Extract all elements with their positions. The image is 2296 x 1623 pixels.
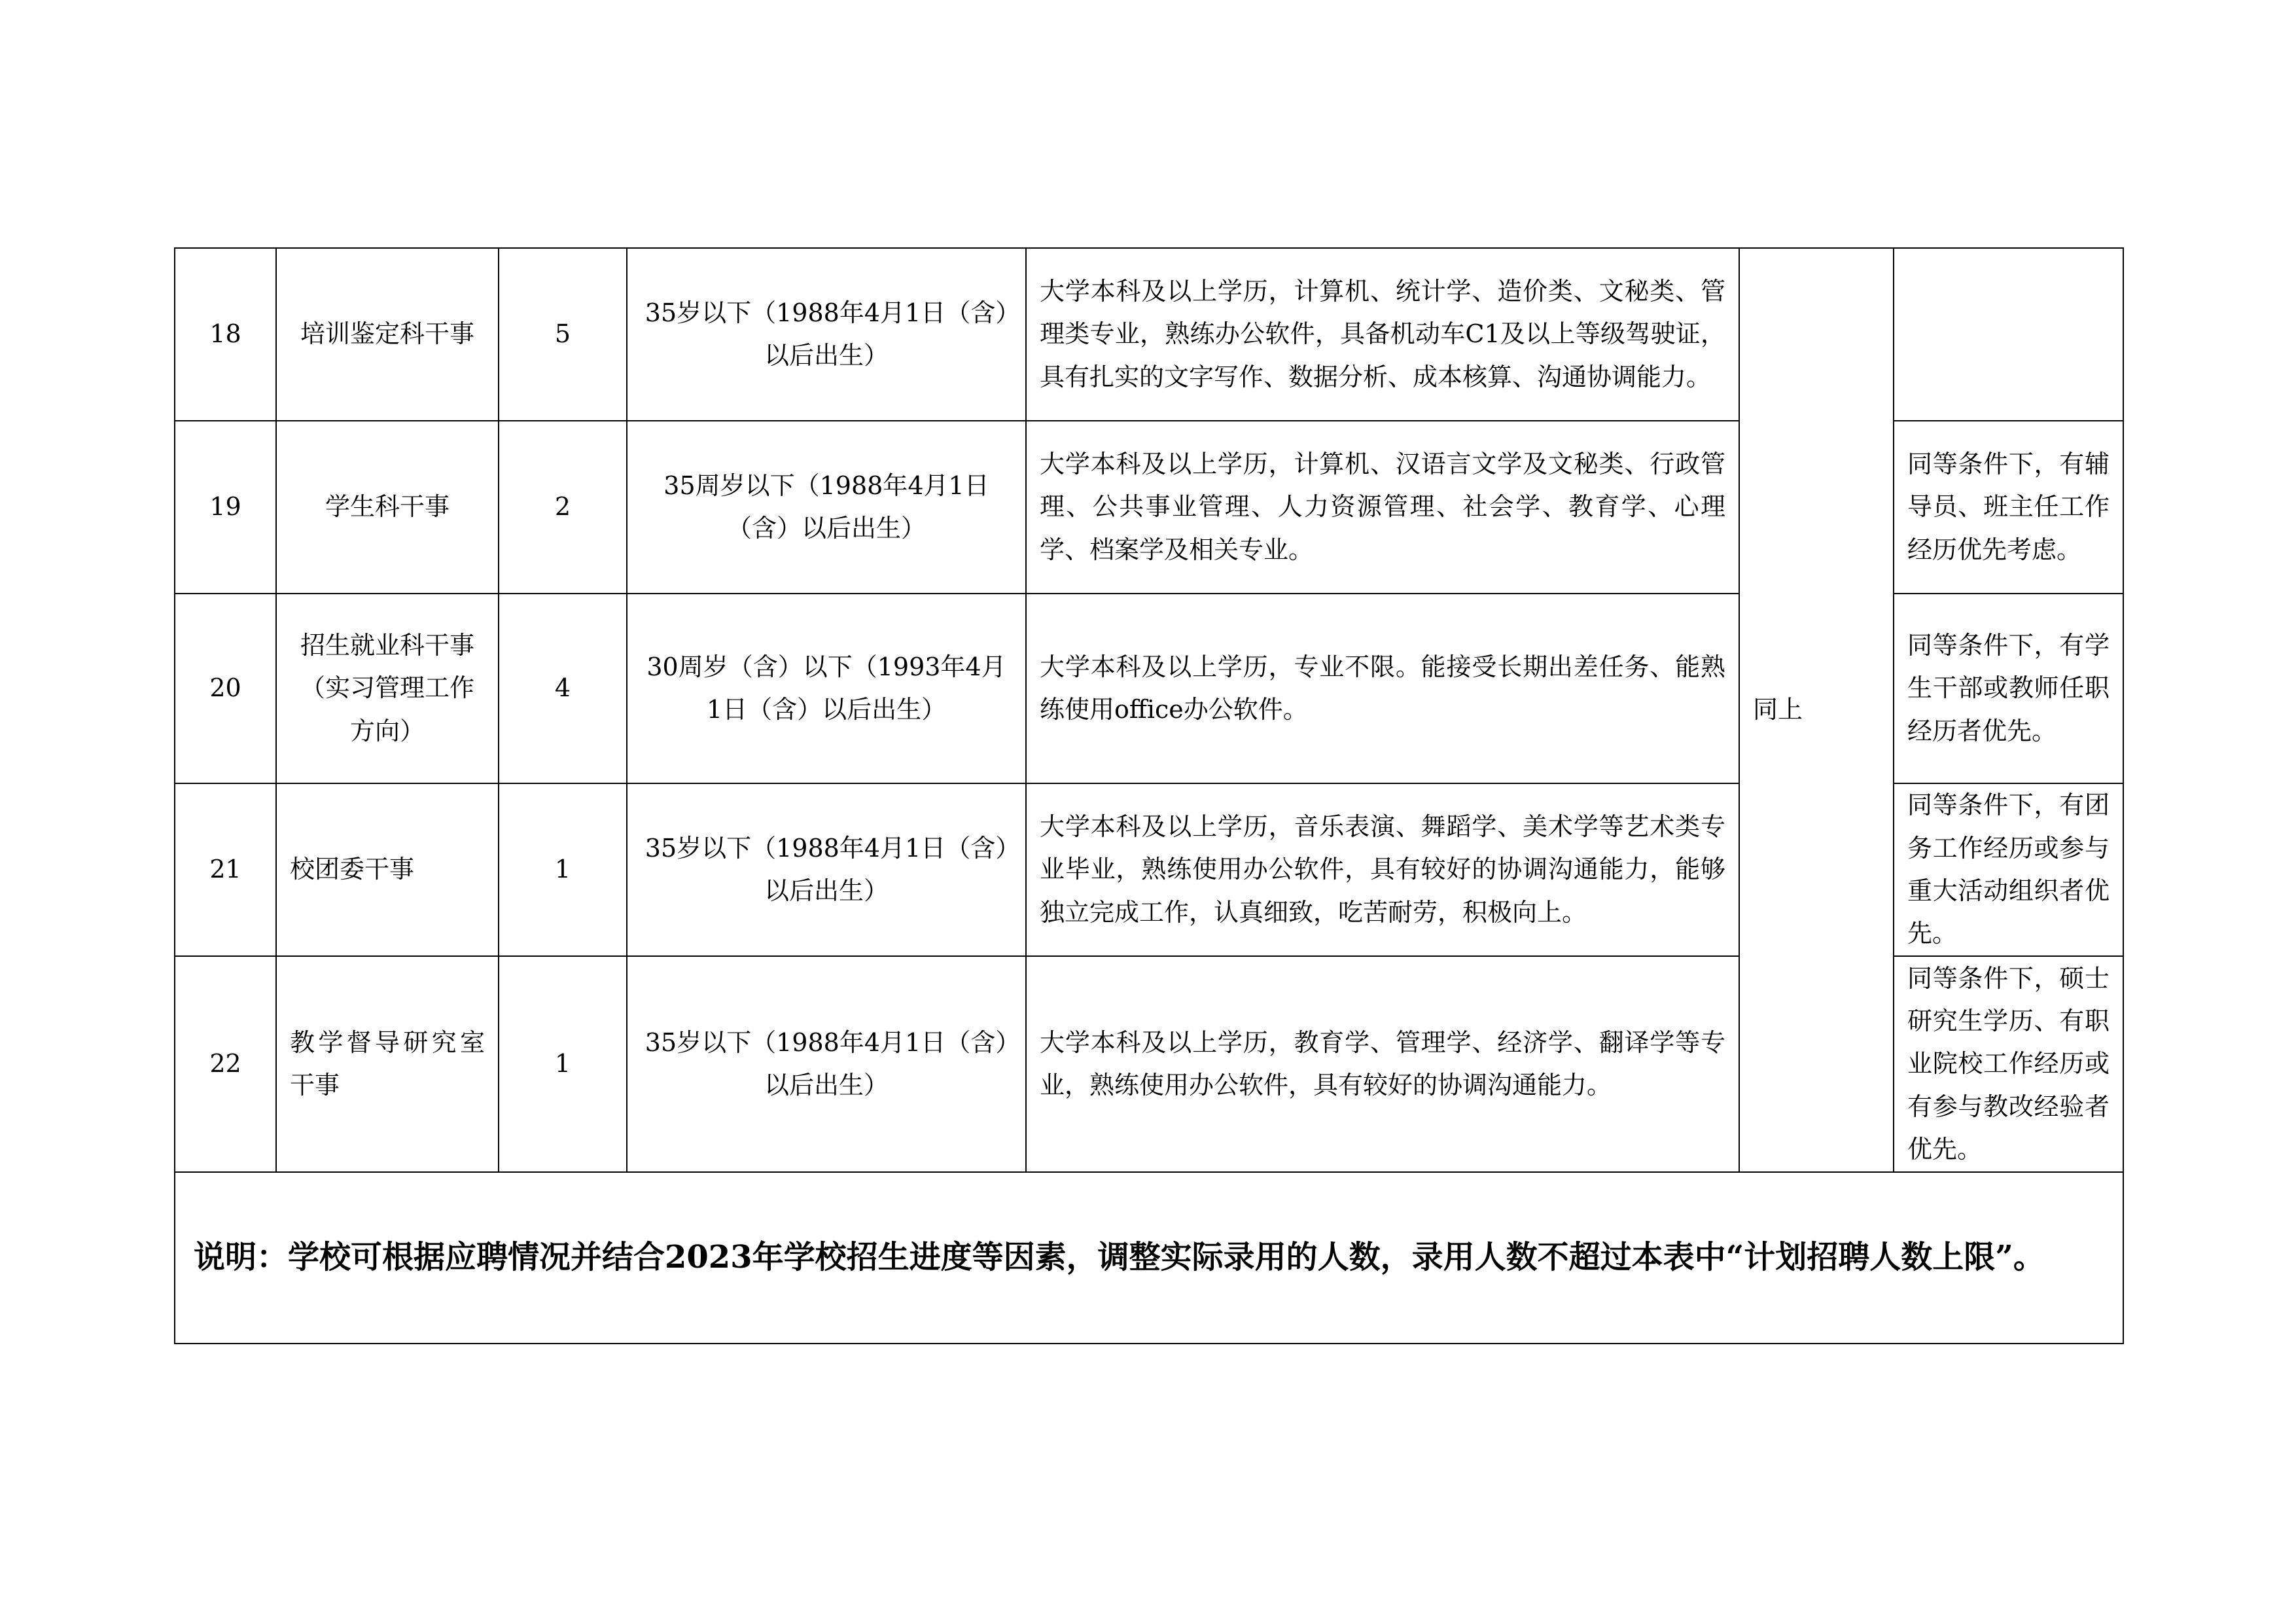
age-requirement: 35岁以下（1988年4月1日（含）以后出生） bbox=[627, 783, 1026, 956]
hire-count: 1 bbox=[499, 783, 627, 956]
hire-count: 5 bbox=[499, 248, 627, 421]
hire-count: 2 bbox=[499, 421, 627, 594]
qualification-requirement: 大学本科及以上学历，计算机、汉语言文学及文秘类、行政管理、公共事业管理、人力资源管理、社会学、教育学、心理学、档案学及相关专业。 bbox=[1026, 421, 1739, 594]
other-condition: 同等条件下，有学生干部或教师任职经历者优先。 bbox=[1894, 594, 2123, 783]
other-condition bbox=[1894, 248, 2123, 421]
position-name: 学生科干事 bbox=[276, 421, 499, 594]
qualification-requirement: 大学本科及以上学历，教育学、管理学、经济学、翻译学等专业，熟练使用办公软件，具有较好的协调沟通能力。 bbox=[1026, 956, 1739, 1172]
age-requirement: 35岁以下（1988年4月1日（含）以后出生） bbox=[627, 956, 1026, 1172]
table-row bbox=[175, 248, 2123, 421]
position-name: 教学督导研究室干事 bbox=[276, 956, 499, 1172]
recruitment-table bbox=[174, 247, 2124, 1344]
position-name: 培训鉴定科干事 bbox=[276, 248, 499, 421]
age-requirement: 30周岁（含）以下（1993年4月1日（含）以后出生） bbox=[627, 594, 1026, 783]
row-number: 19 bbox=[175, 421, 276, 594]
position-name: 校团委干事 bbox=[276, 783, 499, 956]
age-requirement: 35周岁以下（1988年4月1日（含）以后出生） bbox=[627, 421, 1026, 594]
qualification-requirement: 大学本科及以上学历，专业不限。能接受长期出差任务、能熟练使用office办公软件。 bbox=[1026, 594, 1739, 783]
other-condition: 同等条件下，有辅导员、班主任工作经历优先考虑。 bbox=[1894, 421, 2123, 594]
other-condition: 同等条件下，硕士研究生学历、有职业院校工作经历或有参与教改经验者优先。 bbox=[1894, 956, 2123, 1172]
row-number: 21 bbox=[175, 783, 276, 956]
qualification-requirement: 大学本科及以上学历，音乐表演、舞蹈学、美术学等艺术类专业毕业，熟练使用办公软件，具有较好的协调沟通能力，能够独立完成工作，认真细致，吃苦耐劳，积极向上。 bbox=[1026, 783, 1739, 956]
hire-count: 1 bbox=[499, 956, 627, 1172]
age-requirement: 35岁以下（1988年4月1日（含）以后出生） bbox=[627, 248, 1026, 421]
row-number: 22 bbox=[175, 956, 276, 1172]
position-name: 招生就业科干事（实习管理工作方向） bbox=[276, 594, 499, 783]
row-number: 18 bbox=[175, 248, 276, 421]
qualification-requirement: 大学本科及以上学历，计算机、统计学、造价类、文秘类、管理类专业，熟练办公软件，具备机动车C1及以上等级驾驶证，具有扎实的文字写作、数据分析、成本核算、沟通协调能力。 bbox=[1026, 248, 1739, 421]
note-row bbox=[175, 1172, 2123, 1344]
hire-count: 4 bbox=[499, 594, 627, 783]
note-text: 说明：学校可根据应聘情况并结合2023年学校招生进度等因素，调整实际录用的人数，录用人数不超过本表中“计划招聘人数上限”。 bbox=[175, 1172, 2123, 1344]
row-number: 20 bbox=[175, 594, 276, 783]
other-condition: 同等条件下，有团务工作经历或参与重大活动组织者优先。 bbox=[1894, 783, 2123, 956]
shared-condition-cell: 同上 bbox=[1739, 248, 1894, 1172]
